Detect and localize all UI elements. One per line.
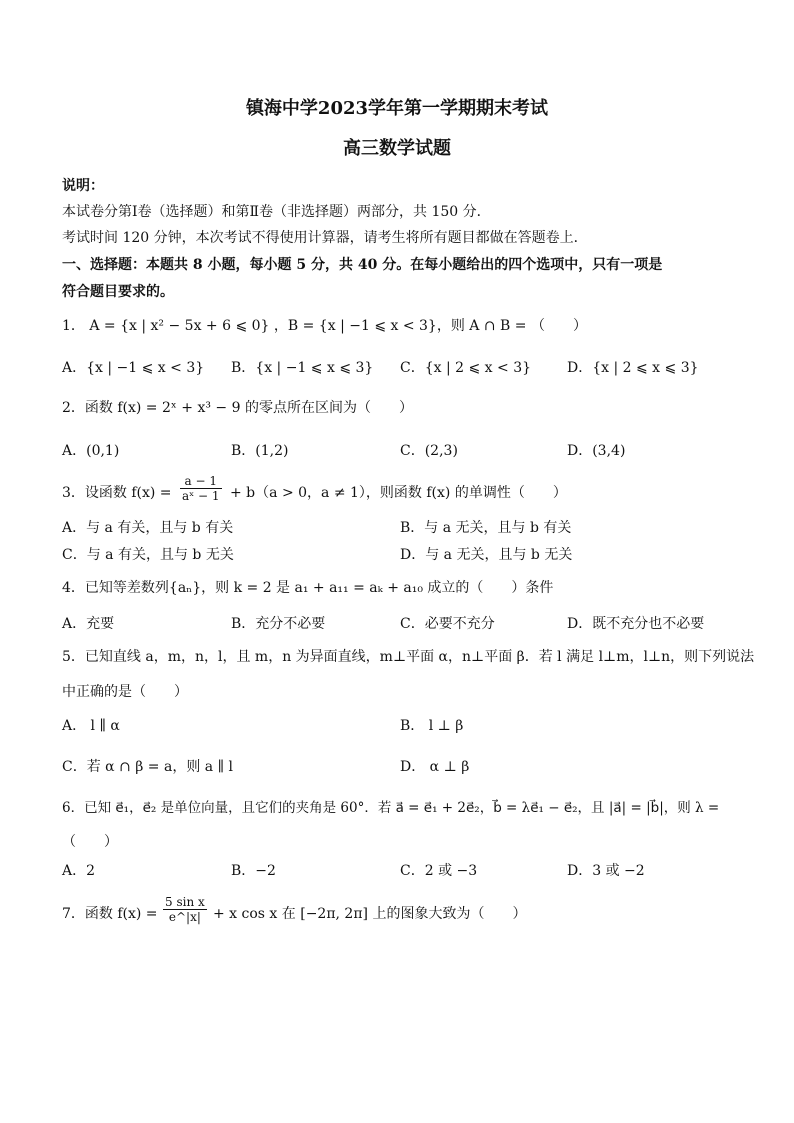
question-3-stem-suffix: + b（a > 0，a ≠ 1），则函数 f(x) 的单调性（ ）: [230, 485, 567, 501]
question-5-stem-continued: 中正确的是（ ）: [62, 684, 188, 700]
question-5-stem: 5．已知直线 a，m，n，l，且 m，n 为异面直线，m⊥平面 α，n⊥平面 β．若 l 满足 l⊥m，l⊥n，则下列说法: [62, 649, 755, 665]
question-5-option-a[interactable]: A． l ∥ α: [62, 718, 120, 734]
question-3-fraction: [180, 474, 222, 503]
question-1-option-b[interactable]: B．{x | −1 ⩽ x ⩽ 3}: [231, 360, 374, 376]
question-4-stem: 4．已知等差数列{aₙ}，则 k = 2 是 a₁ + a₁₁ = aₖ + a₁₀ 成立的（ ）条件: [62, 580, 554, 596]
question-4-option-b[interactable]: B．充分不必要: [231, 616, 326, 632]
intro-label: 说明：: [62, 178, 104, 194]
question-4-option-c[interactable]: C．必要不充分: [400, 616, 495, 632]
intro-line-1: 本试卷分第Ⅰ卷（选择题）和第Ⅱ卷（非选择题）两部分，共 150 分．: [62, 204, 491, 220]
question-7-stem-suffix: + x cos x 在 [−2π, 2π] 上的图象大致为（ ）: [213, 906, 527, 922]
exam-subtitle: 高三数学试题: [343, 138, 451, 159]
question-3-option-c[interactable]: C．与 a 有关，且与 b 无关: [62, 547, 234, 563]
question-2-stem: 2．函数 f(x) = 2ˣ + x³ − 9 的零点所在区间为（ ）: [62, 400, 413, 416]
question-6-option-c[interactable]: C．2 或 −3: [400, 863, 478, 879]
question-4-option-d[interactable]: D．既不充分也不必要: [567, 616, 705, 632]
question-7-fraction-numerator: 5 sin x: [165, 895, 205, 909]
question-3-stem-prefix: 3．设函数 f(x) =: [62, 485, 172, 501]
question-3-option-b[interactable]: B．与 a 无关，且与 b 有关: [400, 520, 572, 536]
question-7-fraction: [163, 895, 207, 924]
question-2-option-a[interactable]: A．(0,1): [62, 443, 120, 459]
question-3-option-d[interactable]: D．与 a 无关，且与 b 无关: [400, 547, 573, 563]
question-4-option-a[interactable]: A．充要: [62, 616, 115, 632]
question-1-stem: 1． A = {x | x² − 5x + 6 ⩽ 0} ，B = {x | −1 ⩽ x < 3}，则 A ∩ B = （ ）: [62, 318, 587, 334]
intro-line-2: 考试时间 120 分钟，本次考试不得使用计算器，请考生将所有题目都做在答题卷上．: [62, 230, 588, 246]
question-6-stem-continued: （ ）: [62, 834, 118, 850]
question-1-option-a[interactable]: A．{x | −1 ⩽ x < 3}: [62, 360, 205, 376]
section-heading-line-2: 符合题目要求的。: [62, 284, 174, 300]
question-6-option-b[interactable]: B．−2: [231, 863, 276, 879]
question-7-fraction-denominator: e^|x|: [168, 910, 201, 924]
question-5-option-b[interactable]: B． l ⊥ β: [400, 718, 464, 734]
section-heading-line-1: 一、选择题：本题共 8 小题，每小题 5 分，共 40 分。在每小题给出的四个选项中，只有一项是: [62, 257, 663, 273]
question-2-option-c[interactable]: C．(2,3): [400, 443, 458, 459]
question-6-stem: 6．已知 e⃗₁，e⃗₂ 是单位向量，且它们的夹角是 60°．若 a⃗ = e⃗₁ + 2e⃗₂，b⃗ = λe⃗₁ − e⃗₂，且 |a⃗| = |b⃗|，则 λ =: [62, 800, 720, 816]
question-3-option-a[interactable]: A．与 a 有关，且与 b 有关: [62, 520, 234, 536]
question-7-stem-prefix: 7．函数 f(x) =: [62, 906, 158, 922]
question-6-option-a[interactable]: A．2: [62, 863, 96, 879]
question-5-option-d[interactable]: D． α ⊥ β: [400, 759, 470, 775]
question-2-option-b[interactable]: B．(1,2): [231, 443, 289, 459]
question-5-option-c[interactable]: C．若 α ∩ β = a，则 a ∥ l: [62, 759, 233, 775]
question-1-option-c[interactable]: C．{x | 2 ⩽ x < 3}: [400, 360, 532, 376]
exam-title: 镇海中学2023学年第一学期期末考试: [245, 98, 549, 119]
question-2-option-d[interactable]: D．(3,4): [567, 443, 626, 459]
question-1-option-d[interactable]: D．{x | 2 ⩽ x ⩽ 3}: [567, 360, 699, 376]
question-3-fraction-denominator: aˣ − 1: [182, 489, 220, 503]
question-3-fraction-numerator: a − 1: [180, 474, 222, 489]
question-6-option-d[interactable]: D．3 或 −2: [567, 863, 645, 879]
